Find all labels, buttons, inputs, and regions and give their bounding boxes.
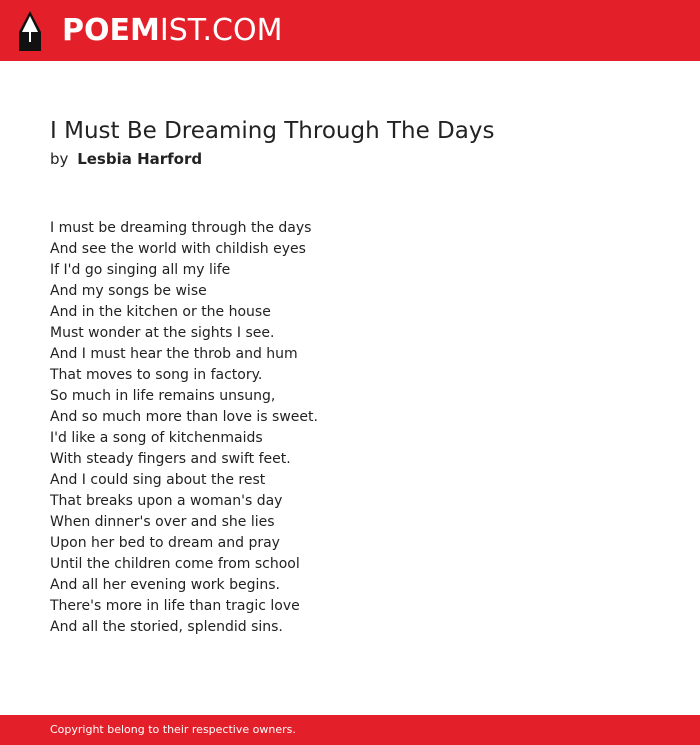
poem-line: And see the world with childish eyes [50,241,306,257]
poem-line: And I could sing about the rest [50,472,266,488]
site-logo-link[interactable] [17,9,282,53]
poem-line: And in the kitchen or the house [50,304,271,320]
poem-byline [50,148,202,170]
poem-line: I'd like a song of kitchenmaids [50,430,263,446]
poem-line: If I'd go singing all my life [50,262,231,278]
pen-nib-icon [17,10,43,52]
poem-line: I must be dreaming through the days [50,220,312,236]
author-link[interactable]: Lesbia Harford [77,150,203,168]
site-footer [0,715,700,745]
site-logo-text [62,10,282,52]
poem-line: That moves to song in factory. [50,367,263,383]
poem-title: I Must Be Dreaming Through The Days [50,118,495,144]
copyright-text: Copyright belong to their respective owners. [50,723,296,736]
logo-bold-text: POEM [62,13,160,48]
poem-line: Upon her bed to dream and pray [50,535,280,551]
poem-line: That breaks upon a woman's day [50,493,283,509]
poem-line: With steady fingers and swift feet. [50,451,291,467]
site-header [0,0,700,61]
poem-line: So much in life remains unsung, [50,388,276,404]
poem-line: And I must hear the throb and hum [50,346,298,362]
poem-line: And all the storied, splendid sins. [50,619,283,635]
poem-line: And my songs be wise [50,283,207,299]
poem-line: Until the children come from school [50,556,300,572]
poem-body [50,218,318,638]
poem-line: Must wonder at the sights I see. [50,325,275,341]
logo-light-text: IST.COM [159,13,283,48]
poem-line: There's more in life than tragic love [50,598,300,614]
by-label: by [50,150,69,168]
poem-line: And so much more than love is sweet. [50,409,318,425]
poem-line: And all her evening work begins. [50,577,280,593]
poem-line: When dinner's over and she lies [50,514,275,530]
